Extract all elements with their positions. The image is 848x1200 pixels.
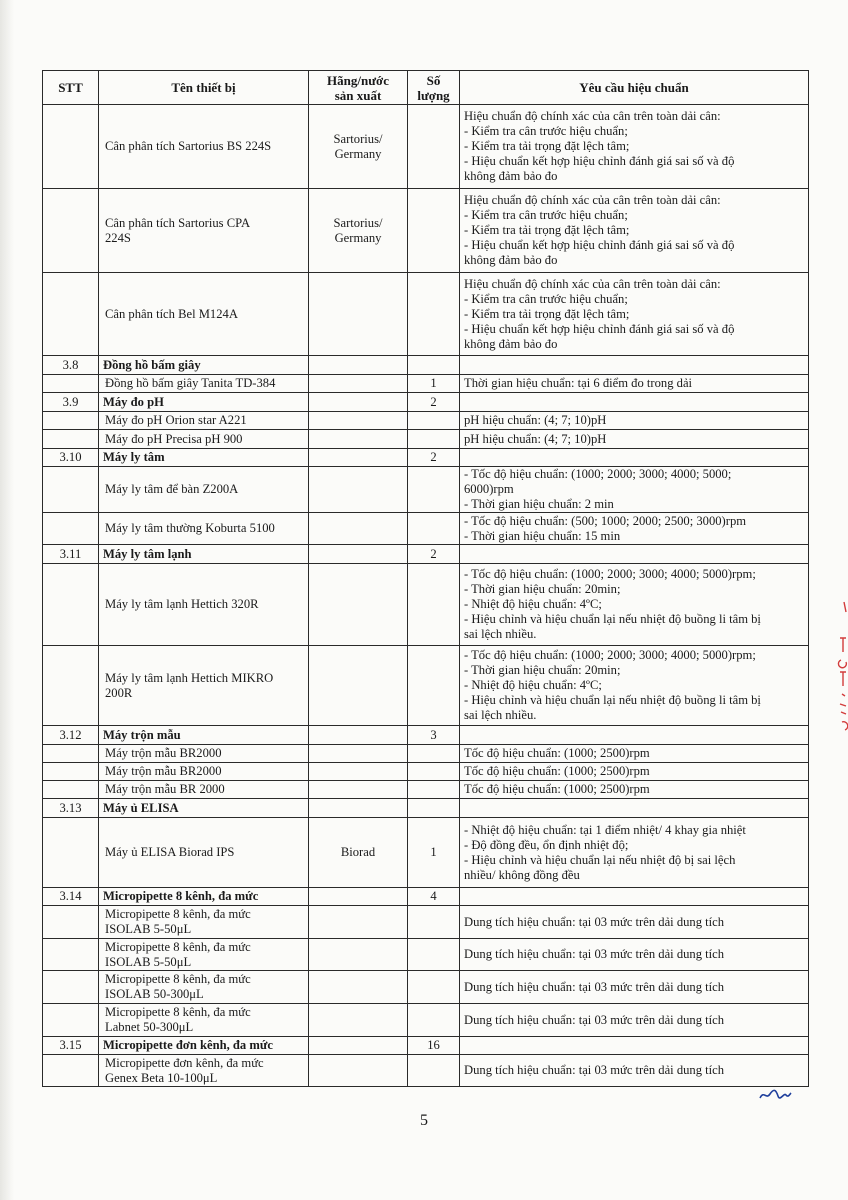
row-quantity — [408, 273, 460, 356]
group-row — [43, 1037, 809, 1055]
requirement-line: Dung tích hiệu chuẩn: tại 03 mức trên dải dung tích — [464, 947, 725, 961]
row-quantity — [408, 745, 460, 763]
group-row — [43, 545, 809, 564]
row-quantity — [408, 189, 460, 273]
row-calibration-requirements — [460, 467, 809, 513]
row-quantity — [408, 467, 460, 513]
row-stt — [43, 412, 99, 430]
row-quantity — [408, 430, 460, 449]
row-device-name: Máy ly tâm — [99, 449, 309, 467]
requirement-line: - Độ đồng đều, ổn định nhiệt độ; — [464, 837, 629, 852]
header-manufacturer: Hãng/nước sản xuất — [309, 71, 408, 105]
row-manufacturer — [309, 273, 408, 356]
requirement-line: - Hiệu chỉnh và hiệu chuẩn lại nếu nhiệt độ bị sai lệch — [464, 852, 736, 867]
row-manufacturer — [309, 646, 408, 726]
requirement-line: sai lệch nhiều. — [464, 627, 537, 641]
table-row — [43, 105, 809, 189]
row-calibration-requirements — [460, 726, 809, 745]
row-calibration-requirements — [460, 545, 809, 564]
table-body — [43, 105, 809, 1087]
table-row — [43, 906, 809, 939]
row-quantity: 2 — [408, 545, 460, 564]
row-calibration-requirements — [460, 799, 809, 818]
row-stt: 3.15 — [43, 1037, 99, 1055]
table-row — [43, 763, 809, 781]
row-calibration-requirements — [460, 273, 809, 356]
requirement-line: - Nhiệt độ hiệu chuẩn: tại 1 điểm nhiệt/ 4 khay gia nhiệt — [464, 822, 746, 837]
row-quantity: 2 — [408, 449, 460, 467]
row-stt — [43, 105, 99, 189]
requirement-line: Dung tích hiệu chuẩn: tại 03 mức trên dải dung tích — [464, 1063, 725, 1077]
row-quantity — [408, 906, 460, 939]
scan-edge-shadow — [0, 0, 14, 1200]
row-manufacturer — [309, 356, 408, 375]
row-stt: 3.12 — [43, 726, 99, 745]
table-row — [43, 467, 809, 513]
row-stt — [43, 646, 99, 726]
table-row — [43, 646, 809, 726]
requirement-line: - Nhiệt độ hiệu chuẩn: 4ºC; — [464, 597, 602, 611]
row-stt — [43, 1004, 99, 1037]
requirement-line: - Hiệu chỉnh và hiệu chuẩn lại nếu nhiệt độ buồng li tâm bị — [464, 693, 761, 707]
row-quantity — [408, 105, 460, 189]
row-quantity — [408, 781, 460, 799]
row-manufacturer — [309, 781, 408, 799]
row-stt — [43, 375, 99, 393]
row-device-name: Cân phân tích Bel M124A — [99, 273, 309, 356]
table-row — [43, 818, 809, 888]
table-row — [43, 1004, 809, 1037]
row-calibration-requirements — [460, 745, 809, 763]
header-quantity: Số lượng — [408, 71, 460, 105]
row-manufacturer — [309, 375, 408, 393]
row-manufacturer — [309, 888, 408, 906]
table-row — [43, 430, 809, 449]
row-quantity: 3 — [408, 726, 460, 745]
requirement-line: Hiệu chuẩn độ chính xác của cân trên toàn dải cân: — [464, 276, 721, 291]
row-stt: 3.9 — [43, 393, 99, 412]
row-device-name: Đồng hồ bấm giây Tanita TD-384 — [99, 375, 309, 393]
row-quantity — [408, 564, 460, 646]
row-stt — [43, 939, 99, 971]
row-device-name: Máy ly tâm lạnh Hettich 320R — [99, 564, 309, 646]
requirement-line: - Kiểm tra tải trọng đặt lệch tâm; — [464, 223, 630, 237]
row-stt — [43, 906, 99, 939]
row-device-name: Máy trộn mẫu BR2000 — [99, 745, 309, 763]
row-calibration-requirements — [460, 763, 809, 781]
row-device-name: Micropipette 8 kênh, đa mức Labnet 50-300μL — [99, 1004, 309, 1037]
row-manufacturer — [309, 545, 408, 564]
row-device-name: Đồng hồ bấm giây — [99, 356, 309, 375]
row-stt — [43, 763, 99, 781]
row-quantity: 2 — [408, 393, 460, 412]
table-row — [43, 412, 809, 430]
row-quantity: 1 — [408, 818, 460, 888]
row-calibration-requirements — [460, 449, 809, 467]
row-stt — [43, 189, 99, 273]
row-device-name: Máy trộn mẫu BR2000 — [99, 763, 309, 781]
row-stt — [43, 971, 99, 1004]
row-stt — [43, 1055, 99, 1087]
row-device-name: Máy trộn mẫu — [99, 726, 309, 745]
row-device-name: Micropipette 8 kênh, đa mức — [99, 888, 309, 906]
row-stt — [43, 745, 99, 763]
requirement-line: - Tốc độ hiệu chuẩn: (1000; 2000; 3000; 4000; 5000; — [464, 467, 732, 481]
requirement-line: pH hiệu chuẩn: (4; 7; 10)pH — [464, 413, 607, 427]
requirement-line: - Kiểm tra tải trọng đặt lệch tâm; — [464, 306, 630, 321]
requirement-line: Dung tích hiệu chuẩn: tại 03 mức trên dải dung tích — [464, 1012, 725, 1027]
row-device-name: Máy trộn mẫu BR 2000 — [99, 781, 309, 799]
row-device-name: Cân phân tích Sartorius BS 224S — [99, 105, 309, 189]
row-calibration-requirements — [460, 513, 809, 545]
row-calibration-requirements — [460, 393, 809, 412]
page-number: 5 — [420, 1112, 428, 1129]
row-device-name: Cân phân tích Sartorius CPA 224S — [99, 189, 309, 273]
header-stt: STT — [43, 71, 99, 105]
requirement-line: - Hiệu chuẩn kết hợp hiệu chỉnh đánh giá sai số và độ — [464, 154, 735, 168]
header-device-name: Tên thiết bị — [99, 71, 309, 105]
row-manufacturer: Sartorius/ Germany — [309, 189, 408, 273]
requirement-line: Thời gian hiệu chuẩn: tại 6 điểm đo trong dải — [464, 376, 693, 390]
row-stt: 3.13 — [43, 799, 99, 818]
row-calibration-requirements — [460, 888, 809, 906]
row-quantity — [408, 763, 460, 781]
row-manufacturer — [309, 467, 408, 513]
row-quantity — [408, 1004, 460, 1037]
row-device-name: Máy ly tâm thường Koburta 5100 — [99, 513, 309, 545]
row-device-name: Máy ủ ELISA Biorad IPS — [99, 818, 309, 888]
requirement-line: không đảm bảo đo — [464, 169, 558, 183]
row-calibration-requirements — [460, 781, 809, 799]
row-manufacturer — [309, 1004, 408, 1037]
row-calibration-requirements — [460, 906, 809, 939]
row-manufacturer — [309, 726, 408, 745]
table-row — [43, 745, 809, 763]
requirement-line: Hiệu chuẩn độ chính xác của cân trên toàn dải cân: — [464, 109, 721, 123]
requirement-line: - Tốc độ hiệu chuẩn: (1000; 2000; 3000; 4000; 5000)rpm; — [464, 648, 756, 662]
row-manufacturer — [309, 939, 408, 971]
requirement-line: - Hiệu chuẩn kết hợp hiệu chỉnh đánh giá sai số và độ — [464, 321, 735, 336]
row-stt — [43, 818, 99, 888]
requirement-line: - Hiệu chuẩn kết hợp hiệu chỉnh đánh giá sai số và độ — [464, 238, 735, 252]
row-stt — [43, 467, 99, 513]
requirement-line: - Tốc độ hiệu chuẩn: (1000; 2000; 3000; 4000; 5000)rpm; — [464, 567, 756, 581]
row-manufacturer — [309, 1037, 408, 1055]
requirement-line: - Kiểm tra cân trước hiệu chuẩn; — [464, 208, 628, 222]
row-calibration-requirements — [460, 189, 809, 273]
requirement-line: - Nhiệt độ hiệu chuẩn: 4ºC; — [464, 678, 602, 692]
row-quantity — [408, 646, 460, 726]
row-calibration-requirements — [460, 1055, 809, 1087]
row-stt — [43, 513, 99, 545]
header-row — [43, 71, 809, 105]
group-row — [43, 726, 809, 745]
group-row — [43, 356, 809, 375]
row-quantity: 1 — [408, 375, 460, 393]
requirement-line: - Kiểm tra cân trước hiệu chuẩn; — [464, 124, 628, 138]
requirement-line: - Hiệu chỉnh và hiệu chuẩn lại nếu nhiệt độ buồng li tâm bị — [464, 612, 761, 626]
row-device-name: Máy đo pH Precisa pH 900 — [99, 430, 309, 449]
row-manufacturer — [309, 412, 408, 430]
row-stt — [43, 781, 99, 799]
row-device-name: Micropipette 8 kênh, đa mức ISOLAB 5-50μL — [99, 939, 309, 971]
table-row — [43, 375, 809, 393]
row-quantity — [408, 513, 460, 545]
row-quantity — [408, 412, 460, 430]
row-manufacturer — [309, 763, 408, 781]
header-calibration-requirements: Yêu cầu hiệu chuẩn — [460, 71, 809, 105]
requirement-line: - Kiểm tra cân trước hiệu chuẩn; — [464, 291, 628, 306]
requirement-line: - Thời gian hiệu chuẩn: 2 min — [464, 497, 614, 511]
row-stt — [43, 430, 99, 449]
row-calibration-requirements — [460, 375, 809, 393]
row-device-name: Micropipette 8 kênh, đa mức ISOLAB 5-50μL — [99, 906, 309, 939]
requirement-line: không đảm bảo đo — [464, 336, 558, 351]
group-row — [43, 393, 809, 412]
row-quantity — [408, 939, 460, 971]
row-manufacturer: Sartorius/ Germany — [309, 105, 408, 189]
requirement-line: nhiều/ không đồng đều — [464, 867, 580, 882]
requirement-line: 6000)rpm — [464, 482, 514, 496]
calibration-requirements-table — [42, 70, 809, 1087]
row-quantity — [408, 1055, 460, 1087]
row-manufacturer — [309, 1055, 408, 1087]
row-manufacturer — [309, 906, 408, 939]
row-device-name: Micropipette đơn kênh, đa mức — [99, 1037, 309, 1055]
requirement-line: Tốc độ hiệu chuẩn: (1000; 2500)rpm — [464, 746, 650, 760]
row-stt: 3.14 — [43, 888, 99, 906]
row-calibration-requirements — [460, 356, 809, 375]
requirement-line: pH hiệu chuẩn: (4; 7; 10)pH — [464, 431, 607, 446]
row-device-name: Micropipette đơn kênh, đa mức Genex Beta 10-100μL — [99, 1055, 309, 1087]
requirement-line: Hiệu chuẩn độ chính xác của cân trên toàn dải cân: — [464, 193, 721, 207]
row-device-name: Máy ly tâm lạnh Hettich MIKRO 200R — [99, 646, 309, 726]
red-stamp-fragment — [834, 598, 848, 738]
row-manufacturer — [309, 971, 408, 1004]
row-quantity — [408, 356, 460, 375]
row-device-name: Máy ly tâm để bàn Z200A — [99, 467, 309, 513]
row-calibration-requirements — [460, 430, 809, 449]
row-stt: 3.10 — [43, 449, 99, 467]
row-quantity: 4 — [408, 888, 460, 906]
row-device-name: Máy ủ ELISA — [99, 799, 309, 818]
signature-mark — [758, 1084, 792, 1104]
requirement-line: không đảm bảo đo — [464, 253, 558, 267]
row-manufacturer — [309, 513, 408, 545]
table-row — [43, 971, 809, 1004]
row-device-name: Máy đo pH Orion star A221 — [99, 412, 309, 430]
row-manufacturer — [309, 430, 408, 449]
table-row — [43, 939, 809, 971]
row-device-name: Máy ly tâm lạnh — [99, 545, 309, 564]
row-calibration-requirements — [460, 412, 809, 430]
row-quantity — [408, 799, 460, 818]
row-stt: 3.8 — [43, 356, 99, 375]
row-stt — [43, 273, 99, 356]
requirement-line: Dung tích hiệu chuẩn: tại 03 mức trên dải dung tích — [464, 914, 725, 929]
row-manufacturer — [309, 564, 408, 646]
requirement-line: - Tốc độ hiệu chuẩn: (500; 1000; 2000; 2500; 3000)rpm — [464, 513, 747, 528]
row-quantity: 16 — [408, 1037, 460, 1055]
row-calibration-requirements — [460, 1037, 809, 1055]
row-calibration-requirements — [460, 564, 809, 646]
row-calibration-requirements — [460, 1004, 809, 1037]
row-manufacturer — [309, 745, 408, 763]
row-calibration-requirements — [460, 646, 809, 726]
requirement-line: sai lệch nhiều. — [464, 708, 537, 722]
requirement-line: Tốc độ hiệu chuẩn: (1000; 2500)rpm — [464, 782, 650, 796]
group-row — [43, 888, 809, 906]
table-row — [43, 1055, 809, 1087]
row-device-name: Micropipette 8 kênh, đa mức ISOLAB 50-300μL — [99, 971, 309, 1004]
table-row — [43, 189, 809, 273]
table-row — [43, 781, 809, 799]
row-quantity — [408, 971, 460, 1004]
requirement-line: - Thời gian hiệu chuẩn: 15 min — [464, 528, 621, 543]
row-stt: 3.11 — [43, 545, 99, 564]
requirement-line: - Thời gian hiệu chuẩn: 20min; — [464, 582, 621, 596]
row-calibration-requirements — [460, 818, 809, 888]
group-row — [43, 799, 809, 818]
row-calibration-requirements — [460, 105, 809, 189]
row-calibration-requirements — [460, 939, 809, 971]
requirement-line: Dung tích hiệu chuẩn: tại 03 mức trên dải dung tích — [464, 979, 725, 994]
row-calibration-requirements — [460, 971, 809, 1004]
row-device-name: Máy đo pH — [99, 393, 309, 412]
table-row — [43, 564, 809, 646]
table-row — [43, 513, 809, 545]
group-row — [43, 449, 809, 467]
row-manufacturer — [309, 393, 408, 412]
row-manufacturer: Biorad — [309, 818, 408, 888]
requirement-line: - Kiểm tra tải trọng đặt lệch tâm; — [464, 139, 630, 153]
row-stt — [43, 564, 99, 646]
requirement-line: Tốc độ hiệu chuẩn: (1000; 2500)rpm — [464, 764, 650, 778]
table-row — [43, 273, 809, 356]
requirement-line: - Thời gian hiệu chuẩn: 20min; — [464, 663, 621, 677]
row-manufacturer — [309, 449, 408, 467]
row-manufacturer — [309, 799, 408, 818]
